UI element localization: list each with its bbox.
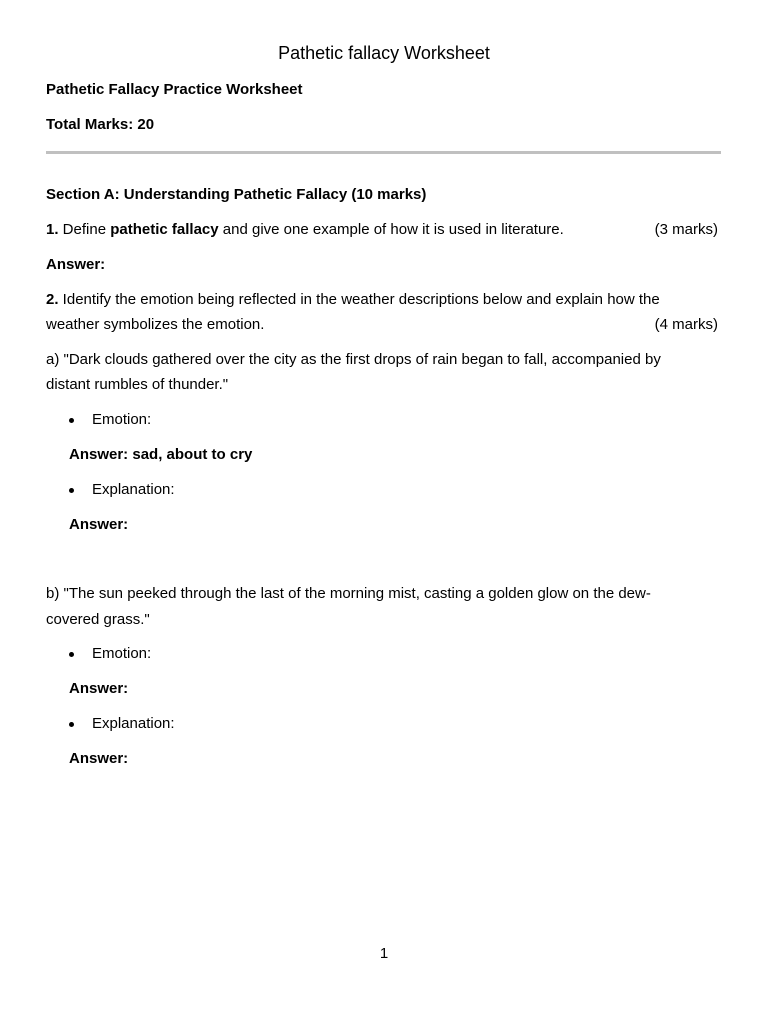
part-a-explanation-answer: Answer: <box>69 516 129 533</box>
part-b-quote-line-2: covered grass." <box>46 611 150 628</box>
part-a-emotion-answer: Answer: sad, about to cry <box>69 446 253 463</box>
bullet-icon <box>69 652 74 657</box>
question-1 <box>46 221 564 239</box>
question-2-line-2: weather symbolizes the emotion. <box>46 316 265 333</box>
question-2-text: Identify the emotion being reflected in the weather descriptions below and explain how the <box>58 291 660 308</box>
horizontal-divider <box>46 151 721 154</box>
bullet-icon <box>69 418 74 423</box>
part-b-explanation-label: Explanation: <box>92 715 175 732</box>
question-1-text-before: Define <box>58 221 111 238</box>
question-1-text-after: and give one example of how it is used in literature. <box>218 221 564 238</box>
part-b-emotion-answer: Answer: <box>69 680 129 697</box>
total-marks: Total Marks: 20 <box>46 116 155 133</box>
page-title: Pathetic fallacy Worksheet <box>278 43 490 63</box>
bullet-icon <box>69 488 74 493</box>
question-1-marks: (3 marks) <box>654 221 718 238</box>
question-1-number: 1. <box>46 221 59 238</box>
part-b-emotion-label: Emotion: <box>92 645 152 662</box>
part-a-emotion-label: Emotion: <box>92 411 152 428</box>
part-a-explanation-label: Explanation: <box>92 481 175 498</box>
question-2-number: 2. <box>46 291 59 308</box>
part-a-quote-line-2: distant rumbles of thunder." <box>46 376 229 393</box>
part-b-explanation-answer: Answer: <box>69 750 129 767</box>
part-b-quote-line-1: b) "The sun peeked through the last of the morning mist, casting a golden glow on the dew- <box>46 585 651 602</box>
question-2-line-1 <box>46 291 660 309</box>
question-1-bold-term: pathetic fallacy <box>110 221 219 238</box>
worksheet-heading: Pathetic Fallacy Practice Worksheet <box>46 81 303 98</box>
part-a-quote-line-1: a) "Dark clouds gathered over the city as the first drops of rain began to fall, accompanied by <box>46 351 661 368</box>
question-2-marks: (4 marks) <box>654 316 718 333</box>
bullet-icon <box>69 722 74 727</box>
section-a-heading: Section A: Understanding Pathetic Fallacy (10 marks) <box>46 186 427 203</box>
page-number: 1 <box>379 945 389 962</box>
question-1-answer-label: Answer: <box>46 256 106 273</box>
